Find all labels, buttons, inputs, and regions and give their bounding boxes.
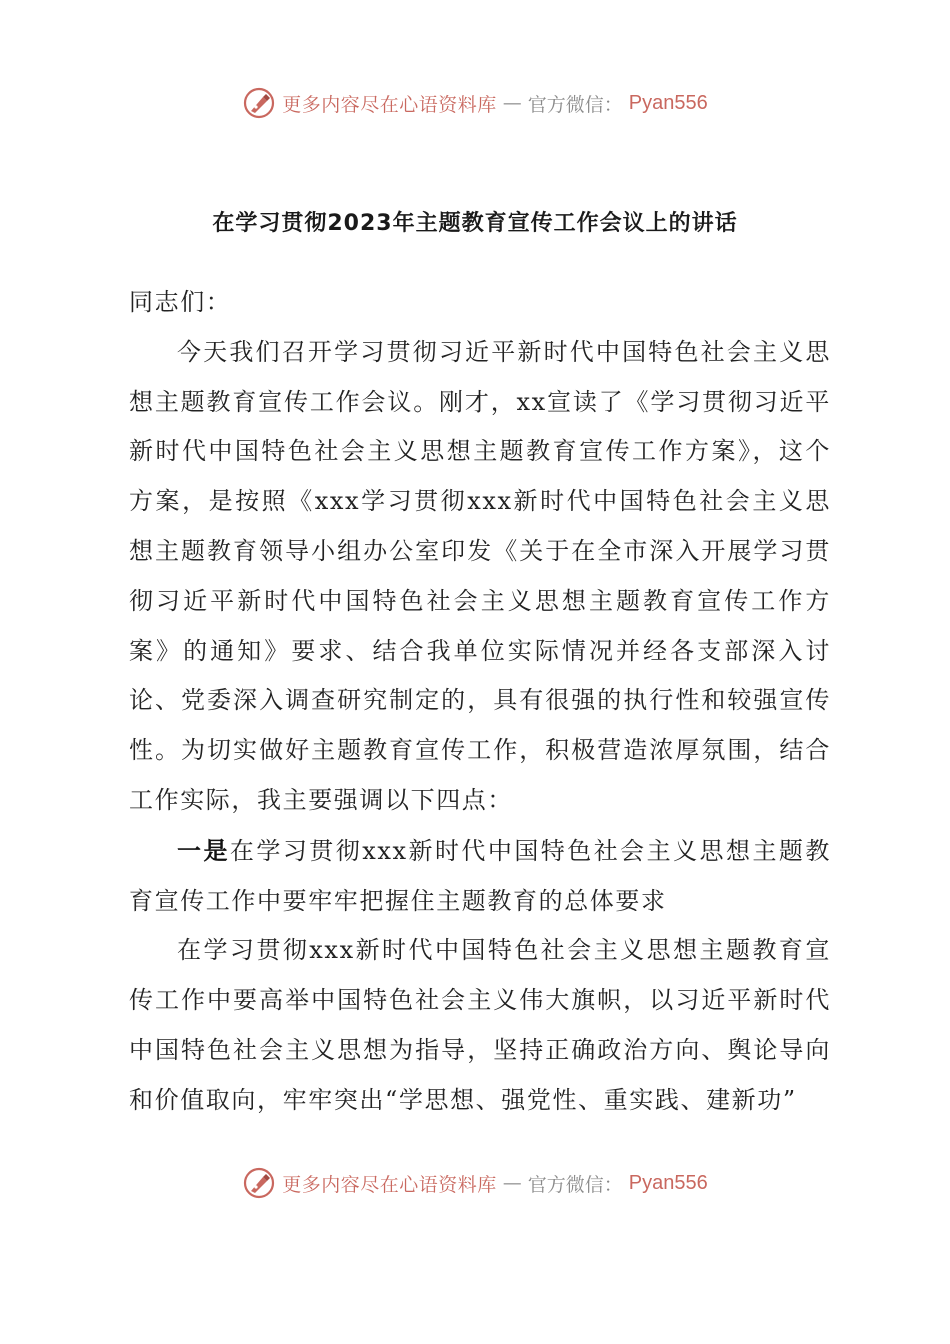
watermark-brand-text: 更多内容尽在心语资料库 <box>282 1173 497 1196</box>
watermark-wechat-id: Pyan556 <box>628 1171 708 1194</box>
point-one-lead: 一是 <box>177 835 230 865</box>
header-watermark <box>0 83 950 123</box>
point-one-text: 在学习贯彻xxx新时代中国特色社会主义思想主题教育宣传工作中要牢牢把握住主题教育的总体要求 <box>129 836 831 915</box>
salutation: 同志们： <box>129 288 232 316</box>
watermark-separator: — <box>502 1172 522 1194</box>
document-title: 在学习贯彻2023年主题教育宣传工作会议上的讲话 <box>212 211 738 236</box>
watermark-wechat-label: 官方微信： <box>527 1173 623 1196</box>
watermark-brand-text: 更多内容尽在心语资料库 <box>282 93 497 116</box>
watermark-wechat-label: 官方微信： <box>527 93 623 116</box>
body-paragraph-2: 在学习贯彻xxx新时代中国特色社会主义思想主题教育宣传工作中要高举中国特色社会主义伟大旗帜，以习近平新时代中国特色社会主义思想为指导，坚持正确政治方向、舆论导向和价值取向，牢牢突出“学思想、强党性、重实践、建新功” <box>129 936 831 1114</box>
body-paragraph-1: 今天我们召开学习贯彻习近平新时代中国特色社会主义思想主题教育宣传工作会议。刚才，xx宣读了《学习贯彻习近平新时代中国特色社会主义思想主题教育宣传工作方案》，这个方案，是按照《xxx学习贯彻xxx新时代中国特色社会主义思想主题教育领导小组办公室印发《关于在全市深入开展学习贯彻习近平新时代中国特色社会主义思想主题教育宣传工作方案》的通知》要求、结合我单位实际情况并经各支部深入讨论、党委深入调查研究制定的，具有很强的执行性和较强宣传性。为切实做好主题教育宣传工作，积极营造浓厚氛围，结合工作实际，我主要强调以下四点： <box>129 337 831 814</box>
watermark-wechat-id: Pyan556 <box>628 91 708 114</box>
pen-nib-logo-icon <box>242 86 276 120</box>
point-one-paragraph <box>129 826 831 927</box>
footer-watermark <box>0 1163 950 1203</box>
pen-nib-logo-icon <box>242 1166 276 1200</box>
watermark-separator: — <box>502 92 522 114</box>
document-body <box>129 278 831 1126</box>
